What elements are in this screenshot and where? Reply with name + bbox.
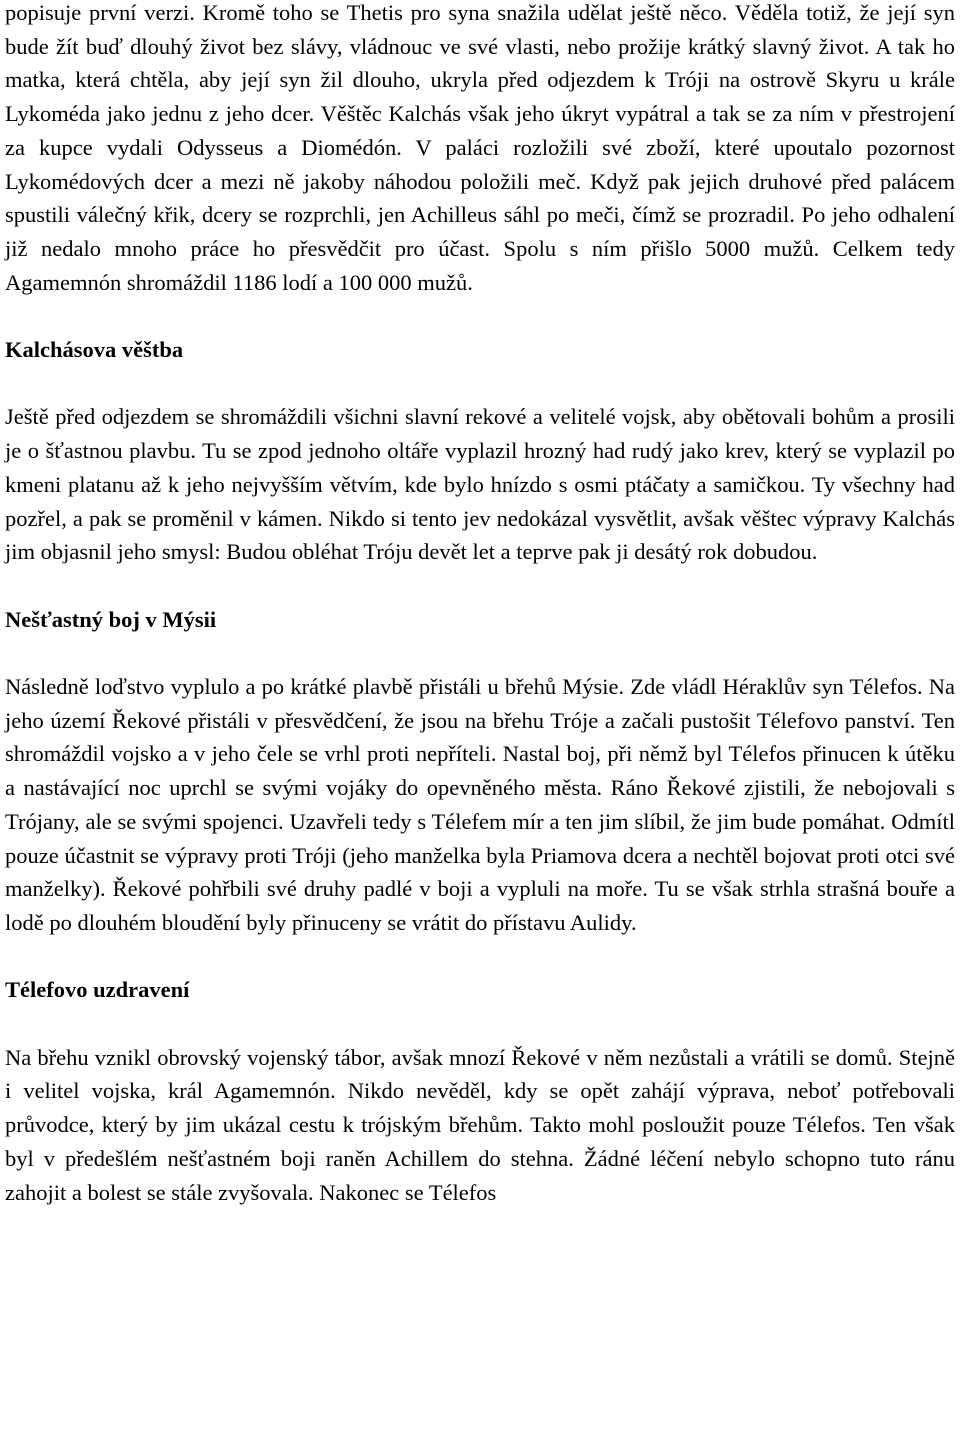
- spacer: [5, 1007, 955, 1041]
- spacer: [5, 299, 955, 333]
- section-heading-telefos: Télefovo uzdravení: [5, 977, 190, 1003]
- section-paragraph-mysie: Následně loďstvo vyplulo a po krátké plavbě přistáli u břehů Mýsie. Zde vládl Héraklův syn Télefos. Na jeho území Řekové přistáli v přesvědčení, že jsou na břehu Tróje a začali pustošit Télefovo panství. Ten shromáždil vojsko a v jeho čele se vrhl proti nepříteli. Nastal boj, při němž byl Télefos přinucen k útěku a nastávající noc uprchl se svými vojáky do opevněného města. Ráno Řekové zjistili, že nebojovali s Trójany, ale se svými spojenci. Uzavřeli tedy s Télefem mír a ten jim slíbil, že jim bude pomáhat. Odmítl pouze účastnit se výpravy proti Tróji (jeho manželka byla Priamova dcera a nechtěl bojovat proti otci své manželky). Řekové pohřbili své druhy padlé v boji a vypluli na moře. Tu se však strhla strašná bouře a lodě po dlouhém bloudění byly přinuceny se vrátit do přístavu Aulidy.: [5, 674, 955, 935]
- section-heading-kalchas: Kalchásova věštba: [5, 337, 184, 363]
- spacer: [5, 940, 955, 974]
- spacer: [5, 636, 955, 670]
- section-heading-mysie: Nešťastný boj v Mýsii: [5, 606, 217, 632]
- section-paragraph-kalchas: Ještě před odjezdem se shromáždili všichni slavní rekové a velitelé vojsk, aby obětovali bohům a prosili je o šťastnou plavbu. Tu se zpod jednoho oltáře vyplazil hrozný had rudý jako krev, který se vyplazil po kmeni platanu až k jeho nejvyšším větvím, kde bylo hnízdo s osmi ptáčaty a samičkou. Ty všechny had pozřel, a pak se proměnil v kámen. Nikdo si tento jev nedokázal vysvětlit, avšak věštec výpravy Kalchás jim objasnil jeho smysl: Budou obléhat Tróju devět let a teprve pak ji desátý rok dobudou.: [5, 404, 955, 565]
- document-page: [5, 0, 955, 1209]
- section-paragraph-telefos: Na břehu vznikl obrovský vojenský tábor, avšak mnozí Řekové v něm nezůstali a vrátili se domů. Stejně i velitel vojska, král Agamemnón. Nikdo nevěděl, kdy se opět zahájí výprava, neboť potřebovali průvodce, který by jim ukázal cestu k trójským břehům. Takto mohl posloužit pouze Télefos. Ten však byl v předešlém nešťastném boji raněn Achillem do stehna. Žádné léčení nebylo schopno tuto ránu zahojit a bolest se stále zvyšovala. Nakonec se Télefos: [5, 1044, 955, 1205]
- spacer: [5, 569, 955, 603]
- spacer: [5, 367, 955, 401]
- intro-paragraph: popisuje první verzi. Kromě toho se Thetis pro syna snažila udělat ještě něco. Věděla totiž, že její syn bude žít buď dlouhý život bez slávy, vládnouc ve své vlasti, nebo prožije krátký slavný život. A tak ho matka, která chtěla, aby její syn žil dlouho, ukryla před odjezdem k Tróji na ostrově Skyru u krále Lykoméda jako jednu z jeho dcer. Věštěc Kalchás však jeho úkryt vypátral a tak se za ním v přestrojení za kupce vydali Odysseus a Diomédón. V paláci rozložili své zboží, které upoutalo pozornost Lykomédových dcer a mezi ně jakoby náhodou položili meč. Když pak jejich druhové před palácem spustili válečný křik, dcery se rozprchli, jen Achilleus sáhl po meči, čímž se prozradil. Po jeho odhalení již nedalo mnoho práce ho přesvědčit pro účast. Spolu s ním přišlo 5000 mužů. Celkem tedy Agamemnón shromáždil 1186 lodí a 100 000 mužů.: [5, 0, 955, 295]
